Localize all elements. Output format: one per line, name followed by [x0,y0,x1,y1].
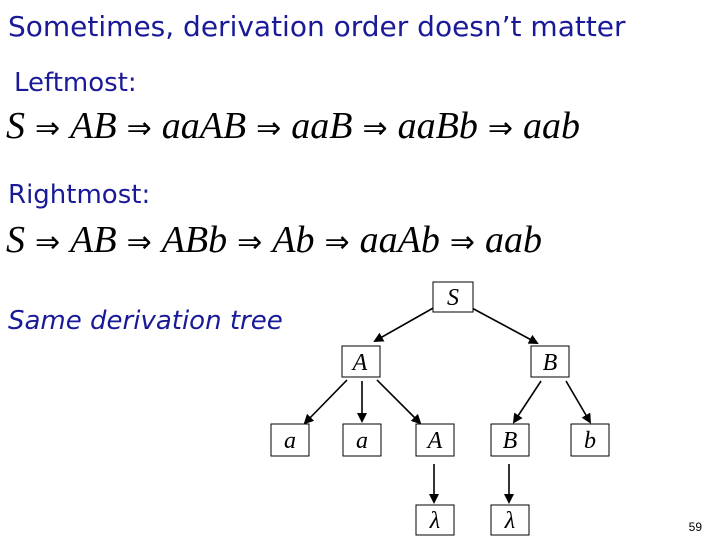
leftmost-step: aaB [291,105,353,147]
rightmost-label: Rightmost: [8,180,151,210]
tree-edge [375,307,435,341]
tree-edge [514,381,541,422]
page-number: 59 [688,520,702,534]
tree-edge [305,380,347,423]
rightmost-step: Ab [272,219,315,261]
tree-edge [566,381,590,422]
tree-node-a1-label: a [284,428,296,454]
tree-node-B2-label: B [502,428,518,454]
derives-arrow-icon: ⇒ [35,225,61,260]
tree-node-B-label: B [542,350,558,376]
leftmost-label: Leftmost: [14,68,137,98]
rightmost-step: S [6,219,25,261]
tree-node-a2-label: a [356,428,368,454]
derives-arrow-icon: ⇒ [324,225,350,260]
leftmost-step: AB [70,105,117,147]
derives-arrow-icon: ⇒ [126,111,152,146]
leftmost-step: aab [523,105,581,147]
rightmost-step: aaAb [359,219,440,261]
rightmost-step: ABb [161,219,228,261]
derives-arrow-icon: ⇒ [449,225,476,260]
tree-edges [305,307,590,502]
leftmost-step: S [6,105,25,147]
tree-edge [470,307,537,343]
tree-node-b-label: b [584,428,596,454]
tree-node-A2-label: A [427,428,443,454]
tree-node-root-label: S [447,285,459,311]
tree-label: Same derivation tree [8,306,283,336]
derives-arrow-icon: ⇒ [256,111,282,146]
derives-arrow-icon: ⇒ [237,225,263,260]
derives-arrow-icon: ⇒ [126,225,152,260]
leftmost-step: aaAB [161,105,247,147]
derives-arrow-icon: ⇒ [35,111,61,146]
slide-title: Sometimes, derivation order doesn’t matter [8,10,626,43]
leftmost-step: aaBb [397,105,478,147]
tree-node-A-label: A [352,350,368,376]
tree-node-lambda2-label: λ [504,508,516,534]
rightmost-step: AB [70,219,117,261]
rightmost-step: aab [485,219,543,261]
derives-arrow-icon: ⇒ [487,111,514,146]
tree-edge [377,380,420,423]
tree-node-lambda1-label: λ [429,508,441,534]
derives-arrow-icon: ⇒ [362,111,388,146]
